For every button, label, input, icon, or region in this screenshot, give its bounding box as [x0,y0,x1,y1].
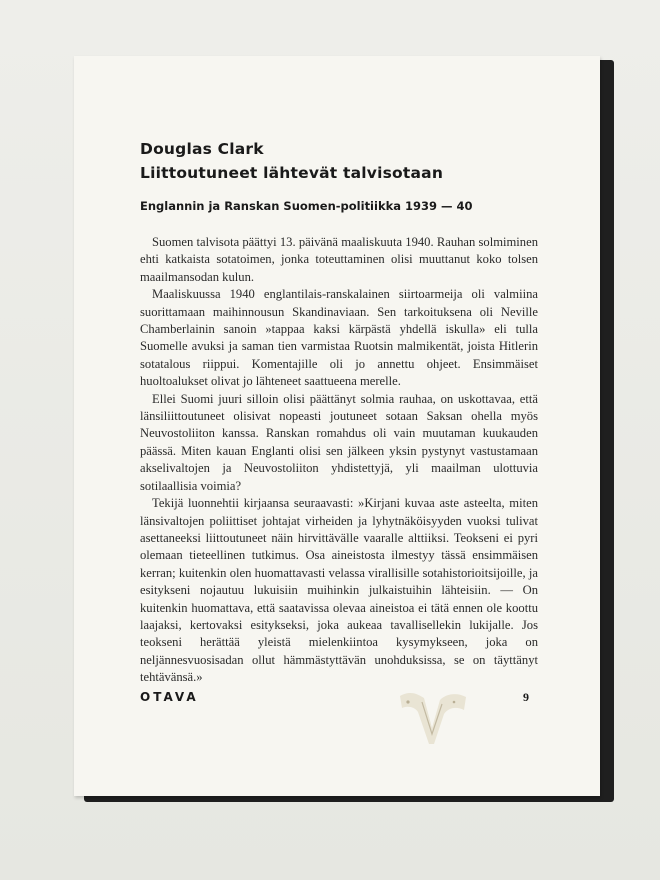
publisher-logo-text: OTAVA [140,690,199,704]
price-code: 9 [523,690,529,704]
author-name: Douglas Clark [140,140,264,158]
book-title: Liittoutuneet lähtevät talvisotaan [140,164,444,182]
book-back-cover [74,56,600,796]
blurb-text [140,234,538,687]
blurb-paragraph: Tekijä luonnehtii kirjaansa seuraavasti: »Kirjani kuvaa aste asteelta, miten länsivaltojen poliittiset johtajat virheiden ja lyhytnäköisyyden vuoksi tulivat asettaneeksi liittoutuneet näin hirvittävälle vaaralle alttiiksi. Teokseni ei pyri olemaan tieteellinen tutkimus. Osa aineistosta ilmestyy tässä ensimmäisen kerran; kuitenkin olen huomattavasti velassa virallisille sotahistorioitsijoille, ja esitykseni nojautuu lukuisiin muihinkin julkaistuihin lähteisiin. — On kuitenkin huomattava, että saatavissa olevaa aineistoa ei tätä ennen ole koottu laajaksi, kertovaksi esitykseksi, joka aukeaa tavallisellekin lukijalle. Jos teokseni herättää yleistä mielenkiintoa kysymykseen, joka on neljännesvuosisadan ollut hämmästyttävän unohduksissa, se on täyttänyt tehtävänsä.» [140,496,538,685]
blurb-paragraph: Maaliskuussa 1940 englantilais-ranskalainen siirtoarmeija oli valmiina suorittamaan maihinnousun Skandinaviaan. Sen tarkoituksena oli Neville Chamberlainin sanoin »tappaa kaksi kärpästä yhdellä iskulla» eli tulla Suomelle avuksi ja saman tien varmistaa Ruotsin malmikentät, joista Hitlerin sotatalous riippui. Komentajille oli jo annettu ohjeet. Ensimmäiset huoltoalukset olivat jo lähteneet saattueena merelle. [140,287,538,389]
blurb-paragraph: Ellei Suomi juuri silloin olisi päättänyt solmia rauhaa, on uskottavaa, että länsiliittoutuneet olisivat nopeasti joutuneet sotaan Saksan ohella myös Neuvostoliiton kanssa. Ranskan romahdus oli vain muutaman kuukauden päässä. Miten kauan Englanti olisi sen jälkeen yksin pystynyt vastustamaan akselivaltojen ja Neuvostoliiton yhdistettyjä, yli maailman ulottuvia sotilaallisia voimia? [140,391,538,493]
book-subtitle: Englannin ja Ranskan Suomen-politiikka 1939 — 40 [140,199,473,213]
blurb-paragraph: Suomen talvisota päättyi 13. päivänä maaliskuuta 1940. Rauhan solmiminen ehti katkaista sotatoimen, jonka toteuttaminen olisi muuttanut koko tolsen maailmansodan kulun. [140,235,538,284]
cover-wear-mark [396,688,470,748]
